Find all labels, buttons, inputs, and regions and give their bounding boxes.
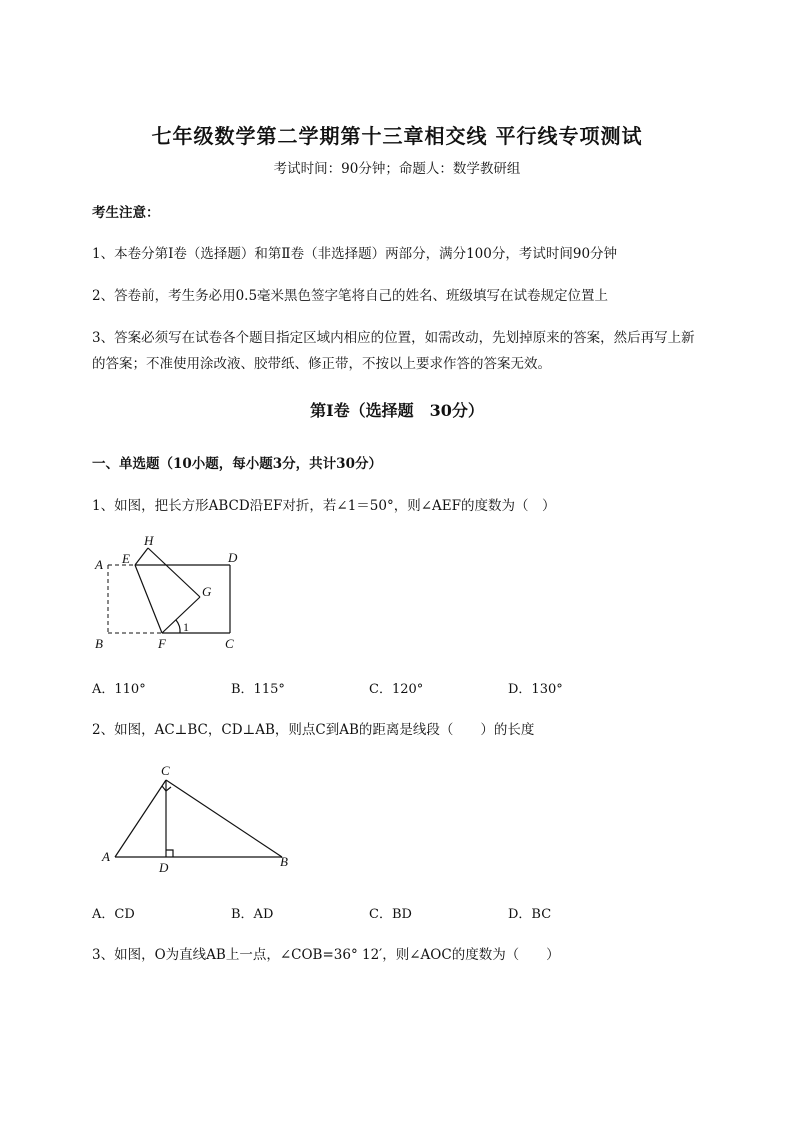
q1-option-a[interactable]: A．110° (92, 682, 146, 697)
exam-info: 考试时间：90分钟；命题人：数学教研组 (273, 161, 521, 177)
label-c: C (161, 763, 170, 778)
q1-option-b[interactable]: B．115° (231, 682, 285, 697)
question-1-figure (90, 530, 250, 655)
label-d: D (228, 550, 238, 565)
q2-option-b[interactable]: B．AD (231, 907, 274, 922)
q2-option-c[interactable]: C．BD (369, 907, 412, 922)
angle-1-arc (176, 620, 180, 633)
page-title: 七年级数学第二学期第十三章相交线 平行线专项测试 (151, 124, 643, 148)
question-2-text: 2、如图，AC⊥BC，CD⊥AB，则点C到AB的距离是线段（ ）的长度 (92, 722, 535, 738)
q2-option-a[interactable]: A．CD (92, 907, 135, 922)
label-angle-1: 1 (183, 620, 189, 634)
notice-item-3-cont: 的答案；不准使用涂改液、胶带纸、修正带，不按以上要求作答的答案无效。 (92, 356, 551, 372)
edge-ef (135, 565, 162, 633)
right-angle-d (166, 850, 173, 857)
q1-option-c[interactable]: C．120° (369, 682, 424, 697)
question-2-figure (95, 758, 300, 876)
label-d: D (159, 860, 169, 875)
notice-item-1: 1、本卷分第I卷（选择题）和第Ⅱ卷（非选择题）两部分，满分100分，考试时间90分钟 (92, 246, 618, 262)
label-f: F (158, 636, 166, 651)
segment-ac (115, 780, 166, 857)
label-a: A (95, 557, 103, 572)
label-h: H (144, 533, 154, 548)
notice-item-3: 3、答案必须写在试卷各个题目指定区域内相应的位置，如需改动，先划掉原来的答案，然后再写上新 (92, 330, 695, 346)
notice-heading: 考生注意： (92, 205, 160, 221)
q2-option-d[interactable]: D．BC (508, 907, 552, 922)
notice-item-2: 2、答卷前，考生务必用0.5毫米黑色签字笔将自己的姓名、班级填写在试卷规定位置上 (92, 288, 609, 304)
edge-gf (162, 597, 200, 633)
question-1-text: 1、如图，把长方形ABCD沿EF对折，若∠1＝50°，则∠AEF的度数为（ ） (92, 498, 556, 514)
label-c: C (225, 636, 234, 651)
label-b: B (280, 854, 288, 869)
label-g: G (202, 584, 212, 599)
q1-option-d[interactable]: D．130° (508, 682, 563, 697)
label-e: E (122, 551, 130, 566)
part-heading: 一、单选题（10小题，每小题3分，共计30分） (92, 456, 382, 472)
section-title: 第I卷（选择题 30分） (310, 401, 484, 420)
label-b: B (95, 636, 103, 651)
segment-cb (166, 780, 282, 857)
edge-eh (135, 548, 148, 565)
label-a: A (102, 849, 110, 864)
edge-hg (148, 548, 200, 597)
question-3-text: 3、如图，O为直线AB上一点，∠COB=36° 12′，则∠AOC的度数为（ ） (92, 947, 560, 963)
